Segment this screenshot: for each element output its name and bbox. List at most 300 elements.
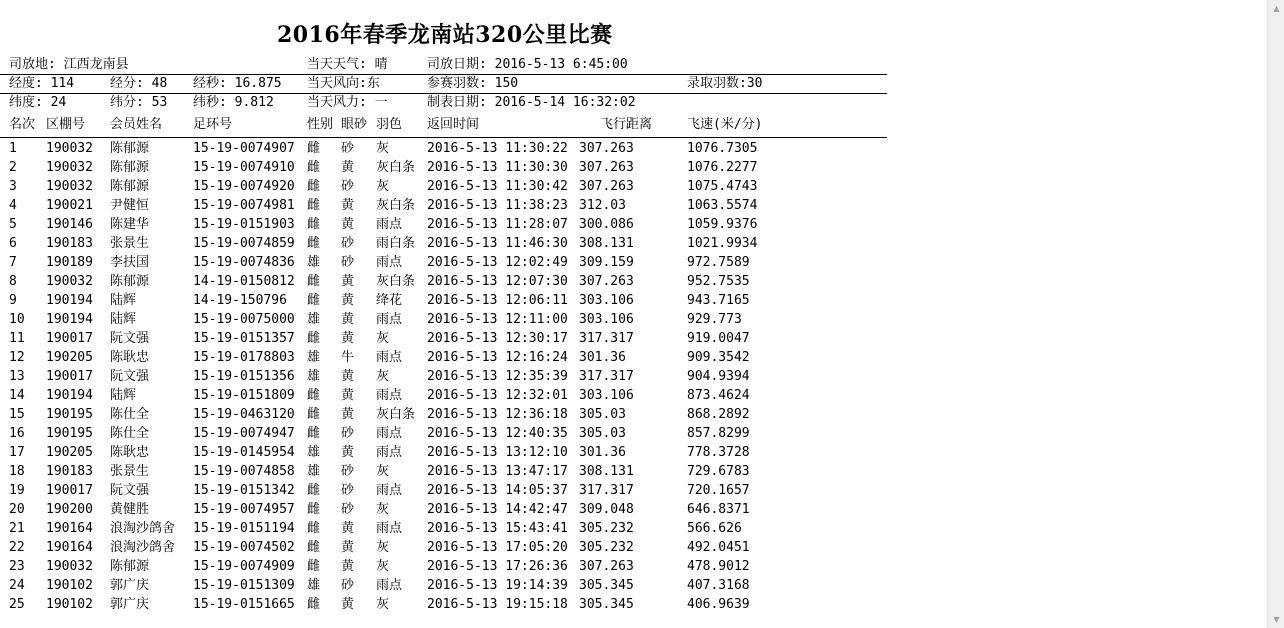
cell-color: 灰: [376, 179, 390, 194]
release-date: 司放日期: 2016-5-13 6:45:00: [427, 57, 628, 72]
cell-loft: 190146: [46, 217, 93, 232]
table-row: [0, 424, 887, 443]
cell-distance: 307.263: [579, 160, 634, 175]
cell-color: 灰: [376, 559, 390, 574]
table-row: [0, 139, 887, 158]
cell-return-time: 2016-5-13 17:26:36: [427, 559, 568, 574]
cell-sex: 雄: [307, 350, 321, 365]
cell-return-time: 2016-5-13 12:02:49: [427, 255, 568, 270]
cell-rank: 6: [9, 236, 17, 251]
table-row: [0, 462, 887, 481]
wind-direction: 当天风向:东: [307, 76, 380, 91]
cell-sex: 雌: [307, 521, 321, 536]
cell-speed: 407.3168: [687, 578, 750, 593]
cell-ring: 15-19-0151809: [193, 388, 295, 403]
cell-ring: 15-19-0074859: [193, 236, 295, 251]
cell-member: 浪淘沙鸽舍: [110, 540, 176, 555]
cell-distance: 301.36: [579, 445, 626, 460]
table-header: [0, 115, 887, 134]
cell-rank: 24: [9, 578, 25, 593]
cell-ring: 15-19-0074920: [193, 179, 295, 194]
cell-rank: 2: [9, 160, 17, 175]
cell-distance: 300.086: [579, 217, 634, 232]
cell-speed: 478.9012: [687, 559, 750, 574]
qualified-count: 录取羽数:30: [687, 76, 763, 91]
cell-rank: 13: [9, 369, 25, 384]
cell-color: 雨点: [376, 521, 403, 536]
cell-sex: 雄: [307, 255, 321, 270]
cell-eye: 黄: [341, 160, 355, 175]
cell-color: 灰白条: [376, 160, 416, 175]
cell-member: 黄健胜: [110, 502, 150, 517]
cell-color: 灰: [376, 369, 390, 384]
cell-eye: 砂: [341, 426, 355, 441]
cell-speed: 566.626: [687, 521, 742, 536]
cell-member: 张景生: [110, 236, 150, 251]
cell-color: 灰白条: [376, 274, 416, 289]
cell-ring: 14-19-0150812: [193, 274, 295, 289]
cell-rank: 15: [9, 407, 25, 422]
cell-distance: 308.131: [579, 236, 634, 251]
table-date: 制表日期: 2016-5-14 16:32:02: [427, 95, 636, 110]
cell-return-time: 2016-5-13 11:46:30: [427, 236, 568, 251]
cell-speed: 1075.4743: [687, 179, 758, 194]
cell-rank: 3: [9, 179, 17, 194]
cell-sex: 雄: [307, 312, 321, 327]
cell-ring: 15-19-0151342: [193, 483, 295, 498]
cell-ring: 15-19-0074907: [193, 141, 295, 156]
cell-rank: 21: [9, 521, 25, 536]
cell-rank: 19: [9, 483, 25, 498]
table-row: [0, 348, 887, 367]
cell-member: 郭广庆: [110, 597, 150, 612]
cell-distance: 307.263: [579, 559, 634, 574]
cell-distance: 309.048: [579, 502, 634, 517]
cell-color: 雨点: [376, 255, 403, 270]
cell-eye: 砂: [341, 236, 355, 251]
cell-speed: 1076.7305: [687, 141, 758, 156]
cell-member: 陈郁源: [110, 179, 150, 194]
cell-return-time: 2016-5-13 12:35:39: [427, 369, 568, 384]
cell-return-time: 2016-5-13 11:28:07: [427, 217, 568, 232]
cell-color: 雨点: [376, 388, 403, 403]
cell-sex: 雌: [307, 559, 321, 574]
cell-speed: 1059.9376: [687, 217, 758, 232]
cell-sex: 雌: [307, 141, 321, 156]
col-header-speed: 飞速(米/分): [687, 117, 763, 132]
cell-sex: 雌: [307, 217, 321, 232]
cell-distance: 305.345: [579, 597, 634, 612]
col-header-member: 会员姓名: [110, 117, 163, 132]
cell-rank: 11: [9, 331, 25, 346]
cell-speed: 943.7165: [687, 293, 750, 308]
cell-sex: 雄: [307, 369, 321, 384]
cell-loft: 190189: [46, 255, 93, 270]
cell-member: 陈耿忠: [110, 350, 150, 365]
divider: [0, 137, 887, 138]
col-header-distance: 飞行距离: [600, 117, 653, 132]
cell-distance: 309.159: [579, 255, 634, 270]
cell-loft: 190032: [46, 179, 93, 194]
cell-ring: 14-19-150796: [193, 293, 287, 308]
cell-speed: 1063.5574: [687, 198, 758, 213]
cell-ring: 15-19-0178803: [193, 350, 295, 365]
cell-member: 阮文强: [110, 331, 150, 346]
cell-ring: 15-19-0074502: [193, 540, 295, 555]
cell-distance: 305.232: [579, 521, 634, 536]
cell-eye: 黄: [341, 331, 355, 346]
cell-speed: 720.1657: [687, 483, 750, 498]
cell-speed: 406.9639: [687, 597, 750, 612]
table-row: [0, 557, 887, 576]
cell-eye: 砂: [341, 179, 355, 194]
cell-return-time: 2016-5-13 19:15:18: [427, 597, 568, 612]
cell-eye: 黄: [341, 198, 355, 213]
table-row: [0, 481, 887, 500]
cell-ring: 15-19-0074957: [193, 502, 295, 517]
cell-return-time: 2016-5-13 12:11:00: [427, 312, 568, 327]
cell-rank: 12: [9, 350, 25, 365]
cell-color: 雨点: [376, 312, 403, 327]
cell-member: 郭广庆: [110, 578, 150, 593]
table-row: [0, 234, 887, 253]
cell-speed: 729.6783: [687, 464, 750, 479]
cell-member: 陆辉: [110, 388, 137, 403]
cell-color: 灰: [376, 331, 390, 346]
cell-eye: 砂: [341, 464, 355, 479]
cell-sex: 雌: [307, 293, 321, 308]
longitude-degree: 经度: 114: [9, 76, 75, 91]
table-row: [0, 595, 887, 614]
cell-sex: 雌: [307, 198, 321, 213]
cell-return-time: 2016-5-13 12:07:30: [427, 274, 568, 289]
longitude-minute: 经分: 48: [110, 76, 168, 91]
cell-eye: 黄: [341, 540, 355, 555]
cell-loft: 190032: [46, 141, 93, 156]
cell-sex: 雌: [307, 597, 321, 612]
cell-ring: 15-19-0074909: [193, 559, 295, 574]
table-row: [0, 443, 887, 462]
cell-member: 张景生: [110, 464, 150, 479]
cell-loft: 190194: [46, 293, 93, 308]
cell-return-time: 2016-5-13 12:32:01: [427, 388, 568, 403]
cell-speed: 492.0451: [687, 540, 750, 555]
cell-member: 陈建华: [110, 217, 150, 232]
cell-rank: 22: [9, 540, 25, 555]
cell-member: 陆辉: [110, 312, 137, 327]
cell-ring: 15-19-0074910: [193, 160, 295, 175]
cell-return-time: 2016-5-13 11:30:30: [427, 160, 568, 175]
cell-ring: 15-19-0074947: [193, 426, 295, 441]
cell-eye: 黄: [341, 217, 355, 232]
cell-sex: 雌: [307, 331, 321, 346]
cell-loft: 190195: [46, 407, 93, 422]
table-row: [0, 519, 887, 538]
cell-color: 灰: [376, 141, 390, 156]
cell-return-time: 2016-5-13 19:14:39: [427, 578, 568, 593]
cell-ring: 15-19-0151356: [193, 369, 295, 384]
cell-eye: 砂: [341, 578, 355, 593]
cell-loft: 190164: [46, 540, 93, 555]
col-header-return: 返回时间: [427, 117, 480, 132]
cell-distance: 317.317: [579, 331, 634, 346]
cell-ring: 15-19-0151357: [193, 331, 295, 346]
cell-speed: 972.7589: [687, 255, 750, 270]
cell-return-time: 2016-5-13 13:47:17: [427, 464, 568, 479]
cell-rank: 7: [9, 255, 17, 270]
cell-speed: 857.8299: [687, 426, 750, 441]
cell-color: 灰: [376, 502, 390, 517]
cell-eye: 黄: [341, 369, 355, 384]
cell-distance: 307.263: [579, 179, 634, 194]
latitude-degree: 纬度: 24: [9, 95, 67, 110]
table-row: [0, 538, 887, 557]
cell-sex: 雄: [307, 578, 321, 593]
cell-member: 陈郁源: [110, 274, 150, 289]
cell-member: 阮文强: [110, 369, 150, 384]
cell-eye: 黄: [341, 445, 355, 460]
wind-force: 当天风力: 一: [307, 95, 388, 110]
cell-return-time: 2016-5-13 14:42:47: [427, 502, 568, 517]
cell-distance: 305.03: [579, 426, 626, 441]
cell-sex: 雌: [307, 179, 321, 194]
cell-distance: 317.317: [579, 369, 634, 384]
scroll-down-icon[interactable]: ▼: [1273, 615, 1280, 624]
cell-member: 陈郁源: [110, 141, 150, 156]
table-row: [0, 329, 887, 348]
cell-rank: 16: [9, 426, 25, 441]
cell-loft: 190032: [46, 274, 93, 289]
table-row: [0, 158, 887, 177]
cell-sex: 雌: [307, 236, 321, 251]
cell-speed: 952.7535: [687, 274, 750, 289]
cell-eye: 黄: [341, 597, 355, 612]
cell-eye: 砂: [341, 502, 355, 517]
cell-eye: 黄: [341, 521, 355, 536]
cell-loft: 190017: [46, 331, 93, 346]
cell-distance: 303.106: [579, 293, 634, 308]
table-row: [0, 386, 887, 405]
table-row: [0, 310, 887, 329]
table-row: [0, 405, 887, 424]
col-header-rank: 名次: [9, 117, 36, 132]
cell-color: 雨点: [376, 578, 403, 593]
cell-loft: 190205: [46, 350, 93, 365]
cell-color: 雨点: [376, 350, 403, 365]
cell-speed: 909.3542: [687, 350, 750, 365]
cell-distance: 303.106: [579, 388, 634, 403]
scroll-up-icon[interactable]: ▲: [1273, 4, 1280, 13]
cell-sex: 雌: [307, 502, 321, 517]
cell-speed: 1076.2277: [687, 160, 758, 175]
cell-rank: 23: [9, 559, 25, 574]
cell-loft: 190032: [46, 160, 93, 175]
latitude-minute: 纬分: 53: [110, 95, 168, 110]
cell-sex: 雌: [307, 540, 321, 555]
cell-speed: 646.8371: [687, 502, 750, 517]
cell-distance: 307.263: [579, 274, 634, 289]
cell-color: 灰白条: [376, 198, 416, 213]
weather: 当天天气: 晴: [307, 57, 388, 72]
cell-return-time: 2016-5-13 12:40:35: [427, 426, 568, 441]
table-row: [0, 500, 887, 519]
cell-distance: 317.317: [579, 483, 634, 498]
cell-loft: 190205: [46, 445, 93, 460]
cell-eye: 砂: [341, 483, 355, 498]
cell-eye: 黄: [341, 388, 355, 403]
cell-loft: 190164: [46, 521, 93, 536]
cell-sex: 雌: [307, 483, 321, 498]
cell-color: 雨点: [376, 217, 403, 232]
table-row: [0, 253, 887, 272]
cell-loft: 190021: [46, 198, 93, 213]
cell-rank: 1: [9, 141, 17, 156]
cell-color: 灰: [376, 597, 390, 612]
cell-ring: 15-19-0151194: [193, 521, 295, 536]
cell-color: 雨白条: [376, 236, 416, 251]
cell-rank: 9: [9, 293, 17, 308]
cell-eye: 黄: [341, 293, 355, 308]
table-row: [0, 272, 887, 291]
cell-color: 灰白条: [376, 407, 416, 422]
cell-loft: 190194: [46, 312, 93, 327]
cell-return-time: 2016-5-13 13:12:10: [427, 445, 568, 460]
cell-eye: 砂: [341, 141, 355, 156]
cell-speed: 1021.9934: [687, 236, 758, 251]
page-title: 2016年春季龙南站320公里比赛: [277, 22, 613, 48]
cell-return-time: 2016-5-13 15:43:41: [427, 521, 568, 536]
cell-distance: 305.03: [579, 407, 626, 422]
longitude-second: 经秒: 16.875: [193, 76, 282, 91]
cell-sex: 雌: [307, 160, 321, 175]
cell-eye: 牛: [341, 350, 355, 365]
cell-ring: 15-19-0151309: [193, 578, 295, 593]
cell-return-time: 2016-5-13 11:38:23: [427, 198, 568, 213]
cell-member: 李扶国: [110, 255, 150, 270]
cell-ring: 15-19-0074981: [193, 198, 295, 213]
col-header-loft: 区棚号: [46, 117, 86, 132]
cell-ring: 15-19-0151665: [193, 597, 295, 612]
cell-return-time: 2016-5-13 14:05:37: [427, 483, 568, 498]
cell-speed: 929.773: [687, 312, 742, 327]
cell-ring: 15-19-0074836: [193, 255, 295, 270]
cell-return-time: 2016-5-13 12:30:17: [427, 331, 568, 346]
cell-ring: 15-19-0463120: [193, 407, 295, 422]
cell-eye: 黄: [341, 559, 355, 574]
cell-loft: 190200: [46, 502, 93, 517]
cell-speed: 868.2892: [687, 407, 750, 422]
table-row: [0, 291, 887, 310]
cell-sex: 雌: [307, 426, 321, 441]
cell-return-time: 2016-5-13 12:16:24: [427, 350, 568, 365]
cell-loft: 190183: [46, 236, 93, 251]
cell-rank: 5: [9, 217, 17, 232]
cell-member: 浪淘沙鸽舍: [110, 521, 176, 536]
cell-distance: 305.345: [579, 578, 634, 593]
cell-sex: 雌: [307, 274, 321, 289]
entries-count: 参赛羽数: 150: [427, 76, 519, 91]
cell-speed: 904.9394: [687, 369, 750, 384]
cell-member: 陈耿忠: [110, 445, 150, 460]
cell-eye: 黄: [341, 407, 355, 422]
cell-sex: 雌: [307, 388, 321, 403]
cell-loft: 190102: [46, 597, 93, 612]
cell-rank: 8: [9, 274, 17, 289]
table-row: [0, 196, 887, 215]
cell-color: 雨点: [376, 426, 403, 441]
table-row: [0, 215, 887, 234]
cell-ring: 15-19-0074858: [193, 464, 295, 479]
cell-return-time: 2016-5-13 17:05:20: [427, 540, 568, 555]
cell-rank: 10: [9, 312, 25, 327]
cell-distance: 303.106: [579, 312, 634, 327]
cell-member: 陈郁源: [110, 160, 150, 175]
table-row: [0, 576, 887, 595]
cell-member: 陆辉: [110, 293, 137, 308]
release-place: 司放地: 江西龙南县: [9, 57, 129, 72]
cell-loft: 190017: [46, 369, 93, 384]
cell-member: 陈郁源: [110, 559, 150, 574]
cell-distance: 307.263: [579, 141, 634, 156]
col-header-color: 羽色: [376, 117, 403, 132]
cell-ring: 15-19-0151903: [193, 217, 295, 232]
col-header-sex: 性别: [307, 117, 334, 132]
cell-eye: 黄: [341, 312, 355, 327]
cell-loft: 190183: [46, 464, 93, 479]
col-header-ring: 足环号: [193, 117, 233, 132]
latitude-second: 纬秒: 9.812: [193, 95, 274, 110]
cell-return-time: 2016-5-13 11:30:22: [427, 141, 568, 156]
cell-member: 尹健恒: [110, 198, 150, 213]
cell-distance: 301.36: [579, 350, 626, 365]
cell-distance: 305.232: [579, 540, 634, 555]
cell-eye: 砂: [341, 255, 355, 270]
cell-color: 灰: [376, 464, 390, 479]
cell-ring: 15-19-0145954: [193, 445, 295, 460]
cell-rank: 4: [9, 198, 17, 213]
cell-color: 灰: [376, 540, 390, 555]
cell-return-time: 2016-5-13 12:06:11: [427, 293, 568, 308]
cell-loft: 190017: [46, 483, 93, 498]
cell-loft: 190195: [46, 426, 93, 441]
cell-member: 陈仕全: [110, 426, 150, 441]
cell-sex: 雌: [307, 407, 321, 422]
cell-return-time: 2016-5-13 11:30:42: [427, 179, 568, 194]
cell-distance: 312.03: [579, 198, 626, 213]
cell-loft: 190194: [46, 388, 93, 403]
cell-return-time: 2016-5-13 12:36:18: [427, 407, 568, 422]
cell-rank: 20: [9, 502, 25, 517]
cell-loft: 190102: [46, 578, 93, 593]
cell-color: 绛花: [376, 293, 403, 308]
cell-speed: 873.4624: [687, 388, 750, 403]
cell-rank: 25: [9, 597, 25, 612]
cell-rank: 17: [9, 445, 25, 460]
cell-member: 陈仕全: [110, 407, 150, 422]
cell-ring: 15-19-0075000: [193, 312, 295, 327]
cell-speed: 919.0047: [687, 331, 750, 346]
cell-eye: 黄: [341, 274, 355, 289]
cell-rank: 14: [9, 388, 25, 403]
cell-color: 雨点: [376, 483, 403, 498]
cell-distance: 308.131: [579, 464, 634, 479]
cell-sex: 雄: [307, 464, 321, 479]
cell-speed: 778.3728: [687, 445, 750, 460]
table-row: [0, 177, 887, 196]
cell-rank: 18: [9, 464, 25, 479]
vertical-scrollbar[interactable]: [1267, 0, 1284, 628]
cell-member: 阮文强: [110, 483, 150, 498]
